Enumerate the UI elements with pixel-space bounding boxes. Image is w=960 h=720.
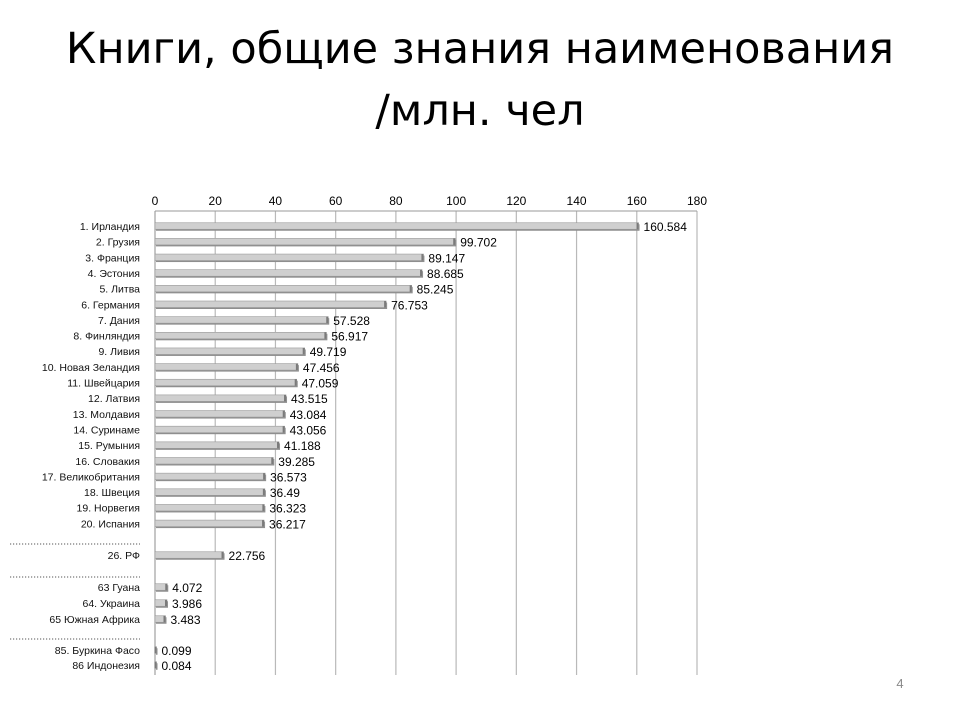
bar xyxy=(155,285,412,292)
bar xyxy=(155,442,279,449)
bar xyxy=(155,332,326,339)
value-label: 36.323 xyxy=(269,501,307,516)
value-label: 89.147 xyxy=(428,251,466,266)
bar xyxy=(155,223,639,230)
category-label: 64. Украина xyxy=(82,598,140,610)
category-label: 4. Эстония xyxy=(87,267,140,280)
value-label: 3.986 xyxy=(172,597,203,611)
x-tick-label: 140 xyxy=(566,194,587,208)
bar xyxy=(155,395,286,402)
x-tick-label: 40 xyxy=(268,194,283,208)
bar-end xyxy=(420,270,422,277)
x-tick-label: 100 xyxy=(446,194,467,208)
bar-end xyxy=(155,647,157,654)
chart-bars xyxy=(155,223,640,670)
bar xyxy=(155,348,305,355)
value-label: 47.059 xyxy=(301,376,339,391)
slide-title-line-2: /млн. чел xyxy=(375,86,585,136)
bar xyxy=(155,489,265,496)
category-label: 85. Буркина Фасо xyxy=(54,645,140,657)
category-label: 17. Великобритания xyxy=(41,471,140,484)
category-label: 26. РФ xyxy=(107,550,140,562)
bar-end xyxy=(637,223,639,230)
page-number: 4 xyxy=(896,676,904,691)
category-label: 16. Словакия xyxy=(75,455,140,468)
value-label: 56.917 xyxy=(331,329,369,344)
value-label: 99.702 xyxy=(460,235,497,250)
category-label: 10. Новая Зеландия xyxy=(41,361,140,374)
value-label: 85.245 xyxy=(416,282,454,297)
bar xyxy=(155,254,423,260)
bar-end xyxy=(165,600,167,607)
bar xyxy=(155,364,298,371)
value-label: 3.483 xyxy=(170,613,201,627)
bar-end xyxy=(277,442,279,449)
bar-end xyxy=(284,395,286,402)
bar-end xyxy=(262,504,264,511)
value-label: 36.573 xyxy=(270,470,307,485)
bar xyxy=(155,411,285,418)
category-label: 15. Румыния xyxy=(78,440,140,453)
value-label: 76.753 xyxy=(391,298,428,313)
category-label: 8. Финляндия xyxy=(73,330,140,343)
value-label: 36.217 xyxy=(269,517,306,532)
bar xyxy=(155,426,285,433)
value-label: 0.099 xyxy=(161,644,192,658)
bar-end xyxy=(155,662,157,669)
x-tick-label: 20 xyxy=(208,194,222,208)
bar-end xyxy=(295,379,297,386)
bar-end xyxy=(410,285,412,292)
category-label: 14. Суринаме xyxy=(73,424,140,437)
value-label: 41.188 xyxy=(284,439,321,454)
value-label: 43.056 xyxy=(289,423,327,438)
bar-end xyxy=(222,552,224,559)
bar-end xyxy=(263,473,265,480)
value-label: 43.084 xyxy=(289,407,327,422)
x-axis-ticks xyxy=(152,194,708,208)
category-label: 65 Южная Африка xyxy=(49,614,140,626)
value-label: 47.456 xyxy=(302,360,340,375)
category-label: 6. Германия xyxy=(81,299,140,312)
bar-end xyxy=(263,489,265,496)
value-label: 0.084 xyxy=(161,659,192,673)
x-tick-label: 0 xyxy=(151,194,159,208)
bar-end xyxy=(283,426,285,433)
bar xyxy=(155,270,422,277)
category-label: 5. Литва xyxy=(99,283,140,296)
bar xyxy=(155,504,264,511)
x-tick-label: 120 xyxy=(506,194,527,208)
category-label: 86 Индонезия xyxy=(72,660,140,672)
x-tick-label: 80 xyxy=(389,194,403,208)
bar xyxy=(155,238,455,245)
category-label: 13. Молдавия xyxy=(72,408,140,421)
bar-end xyxy=(324,332,326,339)
category-label: 7. Дания xyxy=(98,314,140,327)
x-tick-label: 180 xyxy=(686,194,708,208)
bar-end xyxy=(421,254,423,260)
bar-end xyxy=(296,364,298,371)
category-label: 19. Норвегия xyxy=(76,502,140,515)
category-labels xyxy=(42,221,140,672)
bar xyxy=(155,552,224,559)
bar-end xyxy=(163,616,165,623)
category-label: 11. Швейцария xyxy=(67,377,140,390)
category-label: 3. Франция xyxy=(85,252,140,265)
bar-end xyxy=(326,317,328,324)
category-label: 12. Латвия xyxy=(88,393,140,406)
category-label: 2. Грузия xyxy=(95,236,140,249)
category-label: 20. Испания xyxy=(80,518,140,531)
bar xyxy=(155,317,328,324)
bar-end xyxy=(303,348,305,355)
bar xyxy=(155,301,386,308)
x-tick-label: 160 xyxy=(626,194,647,208)
value-label: 43.515 xyxy=(291,392,328,407)
bar-end xyxy=(384,301,386,308)
value-label: 88.685 xyxy=(427,266,464,281)
bar xyxy=(155,520,264,527)
bar-end xyxy=(165,584,167,591)
value-label: 49.719 xyxy=(309,345,347,360)
bar-end xyxy=(283,411,285,418)
category-label: 18. Швеция xyxy=(83,487,140,500)
value-label: 57.528 xyxy=(333,313,370,328)
value-label: 36.49 xyxy=(269,486,300,501)
category-label: 9. Ливия xyxy=(98,346,140,359)
x-tick-label: 60 xyxy=(328,194,343,208)
value-label: 160.584 xyxy=(643,220,687,234)
category-label: 63 Гуана xyxy=(97,582,140,594)
bar xyxy=(155,379,297,386)
bar xyxy=(155,458,273,465)
bar-end xyxy=(271,458,273,465)
value-label: 22.756 xyxy=(228,549,266,563)
bar-end xyxy=(262,520,264,527)
category-label: 1. Ирландия xyxy=(79,221,140,233)
bar-end xyxy=(453,238,455,245)
slide-title-line-1: Книги, общие знания наименования xyxy=(65,24,895,74)
value-label: 4.072 xyxy=(172,581,203,595)
value-label: 39.285 xyxy=(278,454,315,469)
bar xyxy=(155,473,265,480)
